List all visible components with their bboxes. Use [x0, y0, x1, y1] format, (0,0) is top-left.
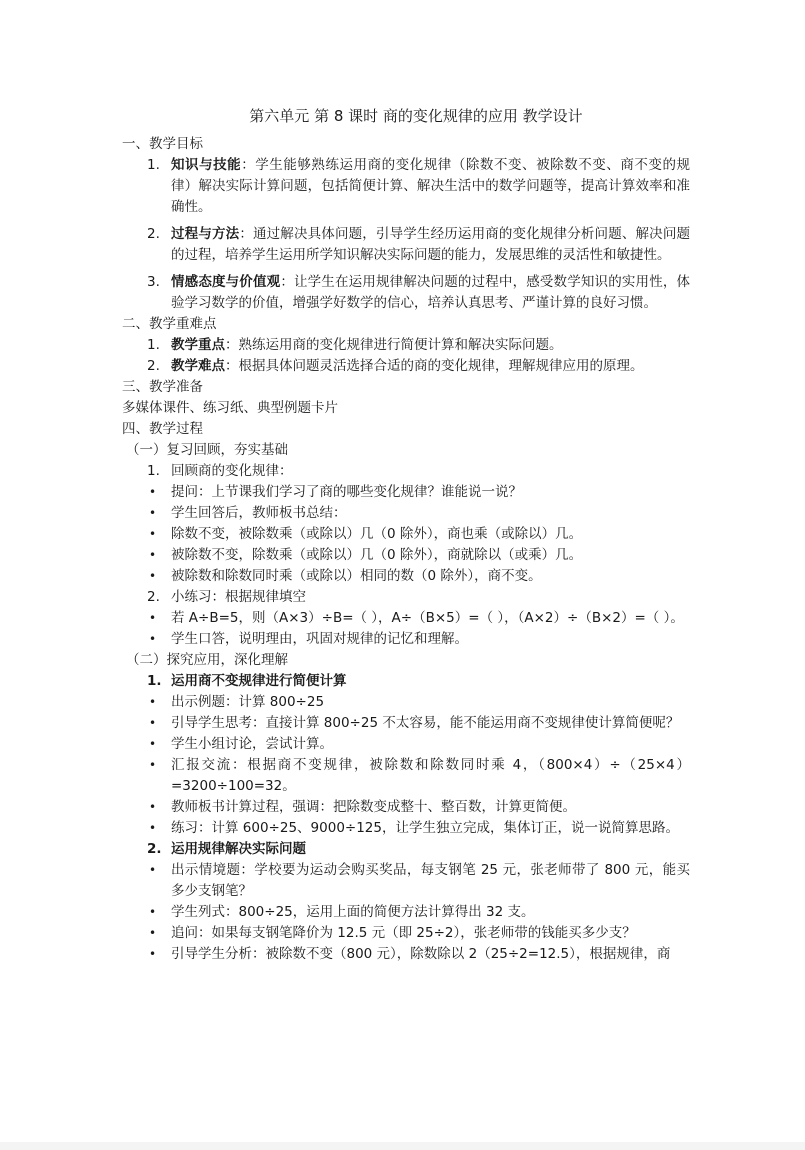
bullet-icon: •: [149, 758, 157, 772]
bullet-icon: •: [149, 863, 157, 877]
bullet-text: 练习：计算 600÷25、9000÷125，让学生独立完成，集体订正，说一说简算思路。: [171, 820, 679, 836]
bullet-text: 被除数和除数同时乘（或除以）相同的数（0 除外），商不变。: [171, 568, 542, 584]
item-text: ：熟练运用商的变化规律进行简便计算和解决实际问题。: [225, 337, 563, 353]
bullet-item: [122, 755, 690, 797]
numbered-step: [122, 587, 690, 608]
bullet-icon: •: [149, 926, 157, 940]
bullet-text: 引导学生分析：被除数不变（800 元），除数除以 2（25÷2=12.5），根据规律，商: [171, 946, 671, 962]
document-title: 第六单元 第 8 课时 商的变化规律的应用 教学设计: [249, 107, 583, 125]
bullet-item: [122, 944, 690, 965]
item-number: 1.: [147, 157, 160, 173]
bullet-text: 除数不变，被除数乘（或除以）几（0 除外），商也乘（或除以）几。: [171, 526, 583, 542]
bullet-item: [122, 503, 690, 524]
bullet-item: [122, 566, 690, 587]
bullet-text: 追问：如果每支钢笔降价为 12.5 元（即 25÷2），张老师带的钱能买多少支？: [171, 925, 636, 941]
section-heading-objectives: 一、教学目标: [122, 136, 203, 152]
objective-item: [122, 224, 690, 266]
section-heading-process: 四、教学过程: [122, 421, 203, 437]
bullet-icon: •: [149, 485, 157, 499]
bullet-item: [122, 860, 690, 902]
step-text: 小练习：根据规律填空: [171, 589, 306, 605]
bullet-icon: •: [149, 611, 157, 625]
preparation-text: 多媒体课件、练习纸、典型例题卡片: [122, 400, 338, 416]
bullet-item: [122, 608, 690, 629]
key-point-item: [122, 335, 690, 356]
bullet-item: [122, 713, 690, 734]
bullet-item: [122, 524, 690, 545]
document-body: [122, 106, 690, 965]
section-heading-key-points: 二、教学重难点: [122, 316, 217, 332]
item-number: 2.: [147, 226, 160, 242]
bullet-text: 教师板书计算过程，强调：把除数变成整十、整百数，计算更简便。: [171, 799, 576, 815]
bullet-icon: •: [149, 821, 157, 835]
subsection-heading-review: （一）复习回顾，夯实基础: [126, 442, 288, 458]
bullet-text: 学生口答，说明理由，巩固对规律的记忆和理解。: [171, 631, 468, 647]
bullet-item: [122, 545, 690, 566]
bullet-text: 若 A÷B=5，则（A×3）÷B=（ ），A÷（B×5）=（ ），（A×2）÷（B×2）=（ ）。: [171, 610, 684, 626]
bullet-icon: •: [149, 506, 157, 520]
bullet-item: [122, 692, 690, 713]
item-text: ：让学生在运用规律解决问题的过程中，感受数学知识的实用性，体验学习数学的价值，增强学好数学的信心，培养认真思考、严谨计算的良好习惯。: [171, 274, 691, 311]
item-label: 教学难点: [171, 358, 225, 374]
bullet-text: 学生列式：800÷25，运用上面的简便方法计算得出 32 支。: [171, 904, 535, 920]
item-number: 3.: [147, 274, 160, 290]
bullet-icon: •: [149, 695, 157, 709]
item-number: 1.: [147, 337, 160, 353]
objective-item: [122, 272, 690, 314]
step-text: 运用规律解决实际问题: [171, 841, 306, 857]
numbered-step: [122, 461, 690, 482]
item-label: 过程与方法: [171, 226, 240, 242]
bullet-icon: •: [149, 800, 157, 814]
item-label: 教学重点: [171, 337, 225, 353]
item-number: 1.: [147, 673, 162, 689]
bullet-item: [122, 734, 690, 755]
bullet-icon: •: [149, 737, 157, 751]
item-number: 2.: [147, 841, 162, 857]
bullet-text: 出示情境题：学校要为运动会购买奖品，每支钢笔 25 元，张老师带了 800 元，能买多少支钢笔？: [171, 862, 690, 899]
bullet-item: [122, 902, 690, 923]
bullet-icon: •: [149, 569, 157, 583]
bullet-icon: •: [149, 905, 157, 919]
bullet-item: [122, 797, 690, 818]
item-text: ：根据具体问题灵活选择合适的商的变化规律，理解规律应用的原理。: [225, 358, 644, 374]
numbered-step: [122, 671, 690, 692]
bullet-icon: •: [149, 632, 157, 646]
subsection-heading-application: （二）探究应用，深化理解: [126, 652, 288, 668]
objective-item: [122, 155, 690, 218]
section-heading-preparation: 三、教学准备: [122, 379, 203, 395]
bullet-icon: •: [149, 548, 157, 562]
bullet-item: [122, 923, 690, 944]
item-number: 1.: [147, 463, 160, 479]
bullet-text: 汇报交流：根据商不变规律，被除数和除数同时乘 4，（800×4）÷（25×4）=3200÷100=32。: [171, 757, 690, 794]
item-label: 知识与技能: [171, 157, 242, 173]
item-text: ：学生能够熟练运用商的变化规律（除数不变、被除数不变、商不变的规律）解决实际计算问题，包括简便计算、解决生活中的数学问题等，提高计算效率和准确性。: [171, 157, 691, 215]
step-text: 运用商不变规律进行简便计算: [171, 673, 347, 689]
step-text: 回顾商的变化规律：: [171, 463, 293, 479]
numbered-step: [122, 839, 690, 860]
item-number: 2.: [147, 589, 160, 605]
bullet-icon: •: [149, 947, 157, 961]
bullet-item: [122, 482, 690, 503]
bullet-text: 学生回答后，教师板书总结：: [171, 505, 347, 521]
bullet-text: 引导学生思考：直接计算 800÷25 不太容易，能不能运用商不变规律使计算简便呢？: [171, 715, 680, 731]
bullet-text: 学生小组讨论，尝试计算。: [171, 736, 333, 752]
item-text: ：通过解决具体问题，引导学生经历运用商的变化规律分析问题、解决问题的过程，培养学生运用所学知识解决实际问题的能力，发展思维的灵活性和敏捷性。: [171, 226, 691, 263]
item-number: 2.: [147, 358, 160, 374]
bullet-text: 提问：上节课我们学习了商的哪些变化规律？谁能说一说？: [171, 484, 522, 500]
bullet-icon: •: [149, 716, 157, 730]
bullet-icon: •: [149, 527, 157, 541]
bullet-text: 出示例题：计算 800÷25: [171, 694, 325, 710]
key-point-item: [122, 356, 690, 377]
bullet-item: [122, 629, 690, 650]
bullet-item: [122, 818, 690, 839]
item-label: 情感态度与价值观: [171, 274, 281, 290]
bullet-text: 被除数不变，除数乘（或除以）几（0 除外），商就除以（或乘）几。: [171, 547, 583, 563]
